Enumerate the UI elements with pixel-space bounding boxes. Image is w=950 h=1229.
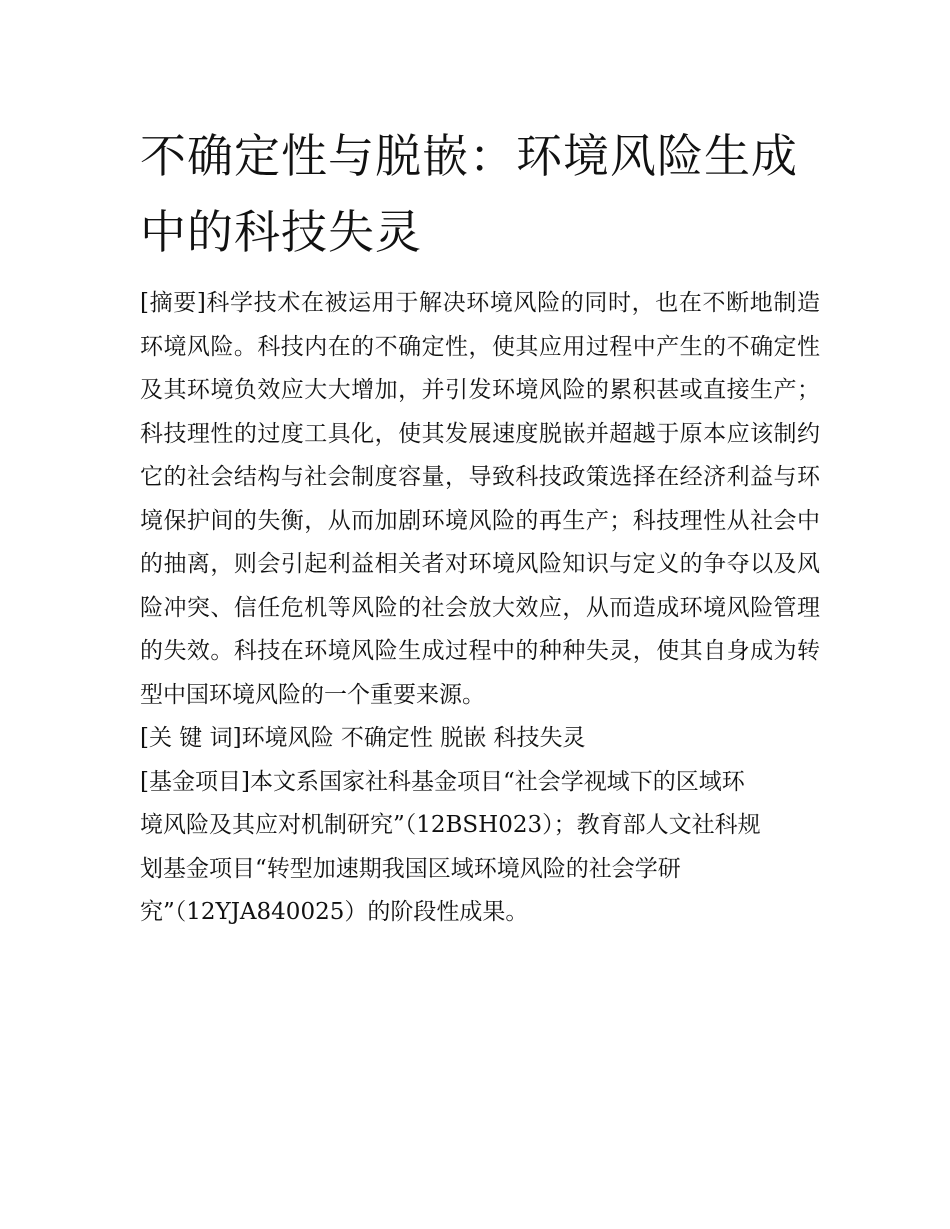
document-title: 不确定性与脱嵌：环境风险生成中的科技失灵 [140,129,798,259]
funding-line: [基金项目]本文系国家社科基金项目“社会学视域下的区域环 [140,768,745,795]
keywords-line: [关 键 词]环境风险 不确定性 脱嵌 科技失灵 [140,725,586,751]
funding-line: 究”（12YJA840025）的阶段性成果。 [140,899,529,925]
funding-line: 划基金项目“转型加速期我国区域环境风险的社会学研 [140,855,681,882]
abstract-paragraph: [摘要]科学技术在被运用于解决环境风险的同时，也在不断地制造环境风险。科技内在的不确定性，使其应用过程中产生的不确定性及其环境负效应大大增加，并引发环境风险的累积甚或直接生产；科技理性的过度工具化，使其发展速度脱嵌并超越于原本应该制约它的社会结构与社会制度容量，导致科技政策选择在经济利益与环境保护间的失衡，从而加剧环境风险的再生产；科技理性从社会中的抽离，则会引起利益相关者对环境风险知识与定义的争夺以及风险冲突、信任危机等风险的社会放大效应，从而造成环境风险管理的失效。科技在环境风险生成过程中的种种失灵，使其自身成为转型中国环境风险的一个重要来源。 [140,290,820,708]
document-page [140,118,820,935]
funding-line: 境风险及其应对机制研究”（12BSH023）；教育部人文社科规 [140,812,761,838]
funding-paragraph [140,761,820,935]
